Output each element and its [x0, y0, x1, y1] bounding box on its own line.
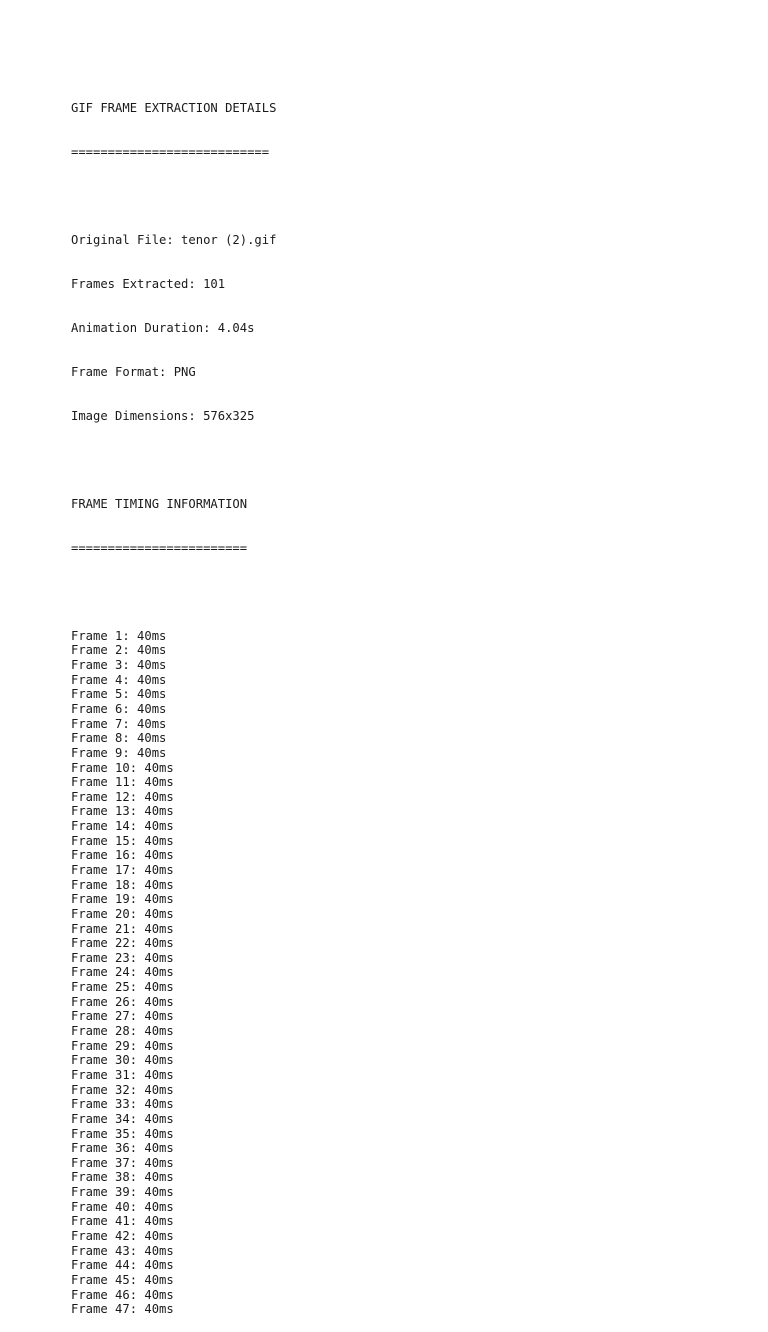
frame-timing-line: Frame 19: 40ms [71, 892, 174, 907]
frame-timing-line: Frame 47: 40ms [71, 1302, 174, 1317]
frame-timing-line: Frame 1: 40ms [71, 628, 167, 643]
frame-timing-line: Frame 12: 40ms [71, 789, 174, 804]
frame-timing-line: Frame 44: 40ms [71, 1258, 174, 1273]
frame-timing-line: Frame 29: 40ms [71, 1038, 174, 1053]
frame-timing-line: Frame 43: 40ms [71, 1243, 174, 1258]
frame-timing-line: Frame 8: 40ms [71, 731, 167, 746]
frame-timing-line: Frame 39: 40ms [71, 1185, 174, 1200]
frame-timing-line: Frame 28: 40ms [71, 1024, 174, 1039]
frame-timing-line: Frame 38: 40ms [71, 1170, 174, 1185]
details-title-underline: =========================== [71, 145, 270, 160]
frame-timing-line: Frame 10: 40ms [71, 760, 174, 775]
frame-timing-line: Frame 17: 40ms [71, 863, 174, 877]
frame-timing-line: Frame 2: 40ms [71, 643, 167, 658]
frame-timing-line: Frame 41: 40ms [71, 1214, 174, 1229]
frame-timing-line: Frame 25: 40ms [71, 980, 174, 995]
frame-timing-line: Frame 36: 40ms [71, 1141, 174, 1156]
frame-timing-line: Frame 4: 40ms [71, 672, 167, 687]
frame-timing-line: Frame 27: 40ms [71, 1009, 174, 1024]
frame-timing-line: Frame 22: 40ms [71, 936, 174, 951]
frame-timing-line: Frame 13: 40ms [71, 804, 174, 819]
frame-timing-line: Frame 20: 40ms [71, 906, 174, 921]
frame-timing-line: Frame 40: 40ms [71, 1199, 174, 1214]
blank-line [71, 585, 276, 600]
frame-timing-line: Frame 42: 40ms [71, 1229, 174, 1244]
frames-extracted-line: Frames Extracted: 101 [71, 277, 226, 292]
frame-timing-line: Frame 45: 40ms [71, 1272, 174, 1287]
frame-timing-line: Frame 32: 40ms [71, 1082, 174, 1097]
frame-timing-line: Frame 15: 40ms [71, 833, 174, 848]
frame-timing-line: Frame 14: 40ms [71, 819, 174, 834]
document-page [71, 72, 276, 1332]
frame-timing-list [71, 629, 276, 1317]
timing-title: FRAME TIMING INFORMATION [71, 496, 248, 511]
frame-timing-line: Frame 3: 40ms [71, 658, 167, 673]
frame-format-line: Frame Format: PNG [71, 365, 196, 380]
frame-timing-line: Frame 9: 40ms [71, 745, 167, 760]
animation-duration-line: Animation Duration: 4.04s [71, 321, 255, 336]
timing-title-underline: ======================== [71, 540, 248, 555]
frame-timing-line: Frame 34: 40ms [71, 1111, 174, 1126]
frame-timing-line: Frame 31: 40ms [71, 1067, 174, 1082]
frame-timing-line: Frame 30: 40ms [71, 1053, 174, 1068]
frame-timing-line: Frame 46: 40ms [71, 1287, 174, 1302]
frame-timing-line: Frame 7: 40ms [71, 716, 167, 731]
frame-timing-line: Frame 16: 40ms [71, 848, 174, 863]
image-dimensions-line: Image Dimensions: 576x325 [71, 408, 255, 423]
frame-timing-line: Frame 6: 40ms [71, 701, 167, 716]
frame-timing-line: Frame 26: 40ms [71, 994, 174, 1009]
frame-timing-line: Frame 33: 40ms [71, 1097, 174, 1112]
frame-timing-line: Frame 23: 40ms [71, 950, 174, 965]
blank-line [71, 453, 276, 468]
blank-line [71, 189, 276, 204]
frame-timing-line: Frame 24: 40ms [71, 965, 174, 980]
details-title: GIF FRAME EXTRACTION DETAILS [71, 101, 277, 116]
frame-timing-line: Frame 35: 40ms [71, 1126, 174, 1141]
frame-timing-line: Frame 37: 40ms [71, 1155, 174, 1170]
frame-timing-line: Frame 18: 40ms [71, 877, 174, 892]
frame-timing-line: Frame 5: 40ms [71, 687, 167, 702]
original-file-line: Original File: tenor (2).gif [71, 233, 277, 248]
frame-timing-line: Frame 21: 40ms [71, 921, 174, 936]
frame-timing-line: Frame 11: 40ms [71, 775, 174, 790]
